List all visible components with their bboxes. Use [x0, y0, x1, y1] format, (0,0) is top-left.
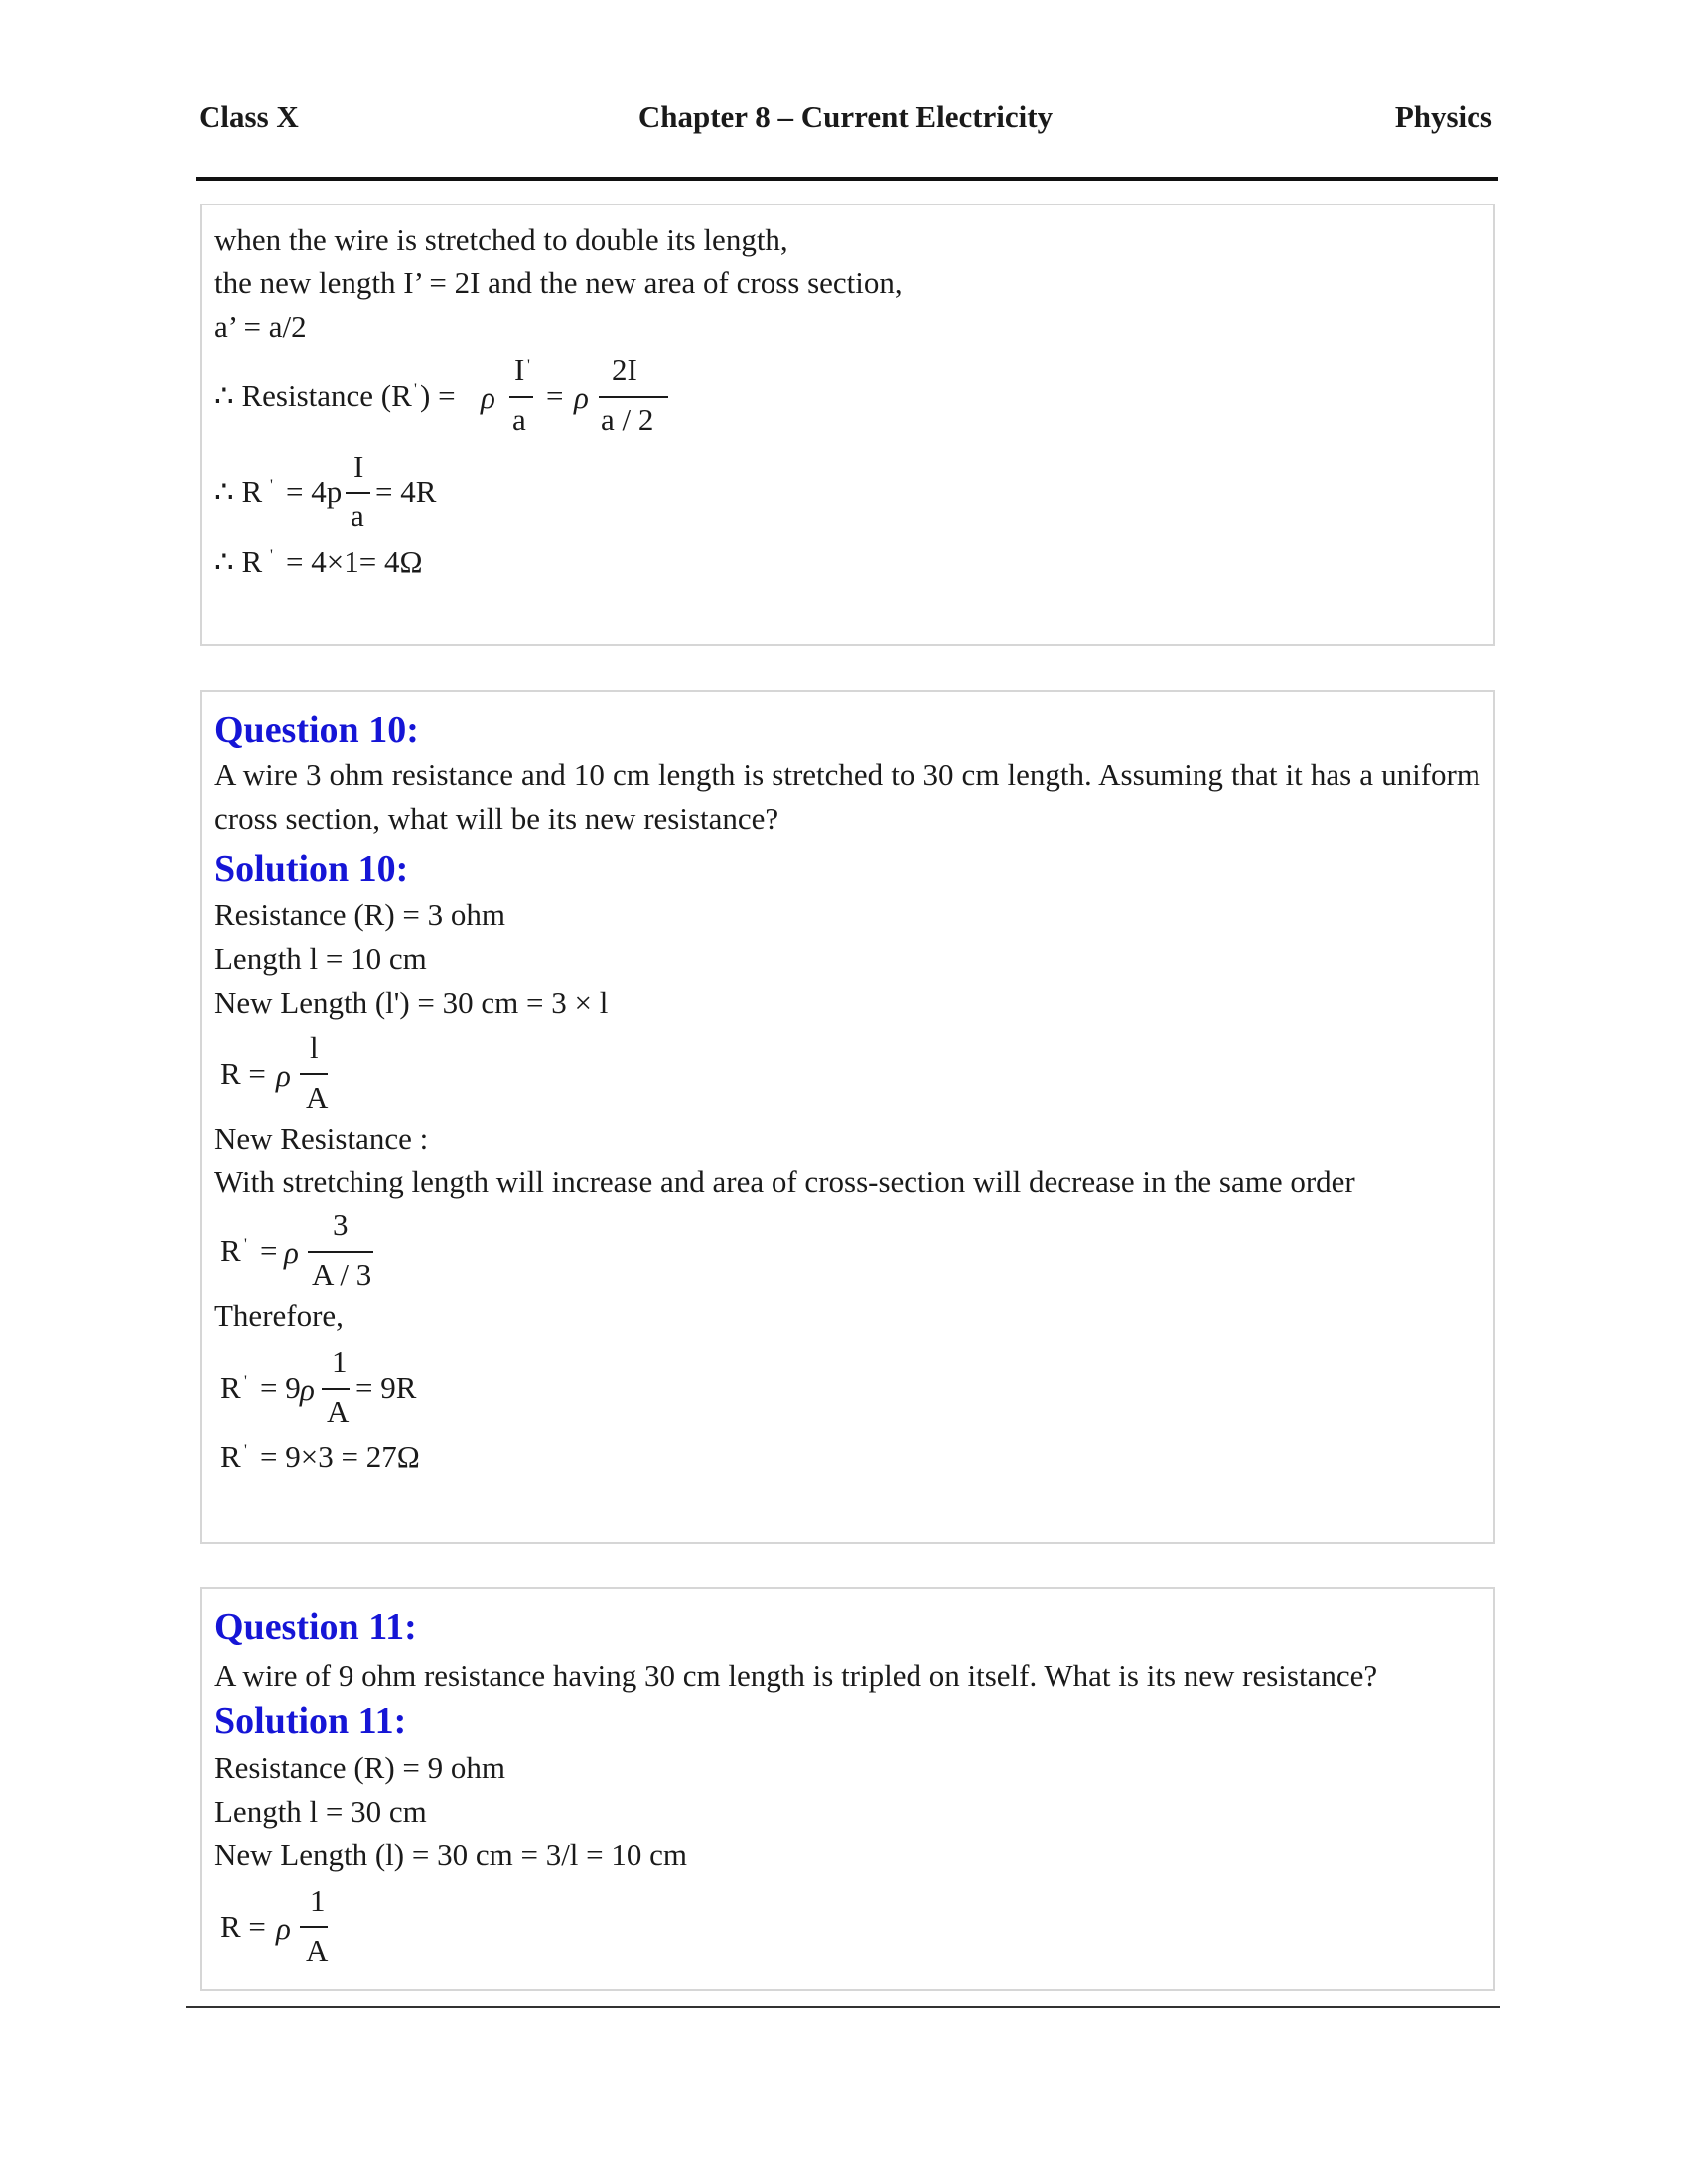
- footer-divider: [186, 2006, 1500, 2008]
- stretching-explanation: With stretching length will increase and area of cross-section will decrease in the same order: [214, 1164, 1355, 1199]
- text-line: Resistance (R) = 3 ohm: [214, 897, 505, 932]
- text-line: a’ = a/2: [214, 309, 307, 343]
- eq-denominator: a / 2: [601, 402, 654, 437]
- eq-numerator: l: [310, 1030, 319, 1065]
- rho-symbol: ρ: [574, 380, 589, 415]
- rho-symbol: ρ: [276, 1058, 291, 1093]
- eq-text: ) =: [420, 378, 456, 413]
- new-resistance-label: New Resistance :: [214, 1121, 429, 1156]
- rho-symbol: ρ: [284, 1235, 299, 1270]
- eq-numerator: 3: [333, 1207, 349, 1242]
- eq-numerator: I: [514, 352, 525, 387]
- rho-symbol: ρ: [276, 1911, 291, 1946]
- eq-prime: ': [244, 1373, 247, 1390]
- chapter-title: Chapter 8 – Current Electricity: [637, 99, 1054, 134]
- eq-denominator: a: [512, 402, 526, 437]
- solution-10-title: Solution 10:: [214, 848, 409, 889]
- eq-denominator: a: [351, 498, 364, 533]
- eq-text: = 4R: [375, 475, 437, 509]
- eq-text: R =: [220, 1056, 266, 1091]
- eq-text: R =: [220, 1909, 266, 1944]
- text-line: when the wire is stretched to double its length,: [214, 222, 788, 257]
- rho-symbol: ρ: [300, 1372, 315, 1407]
- question-10-title: Question 10:: [214, 709, 419, 751]
- header-divider: [196, 177, 1498, 181]
- eq-numerator: 1: [332, 1344, 348, 1379]
- eq-prime: ': [527, 357, 530, 374]
- text-line: the new length I’ = 2I and the new area of cross section,: [214, 265, 903, 300]
- question-10-text: A wire 3 ohm resistance and 10 cm length is stretched to 30 cm length. Assuming that it has a uniform cross section, what will be its new resistance?: [214, 757, 1480, 836]
- question-11-title: Question 11:: [214, 1606, 417, 1648]
- fraction-bar: [322, 1388, 350, 1390]
- eq-prime: ': [244, 1442, 247, 1459]
- fraction-bar: [509, 396, 533, 398]
- eq-prime: ': [270, 547, 273, 564]
- solution-11-title: Solution 11:: [214, 1701, 407, 1742]
- eq-text: ∴ R: [214, 544, 263, 579]
- text-line: Length l = 10 cm: [214, 941, 427, 976]
- text-line: New Length (l) = 30 cm = 3/l = 10 cm: [214, 1838, 688, 1872]
- rho-symbol: ρ: [481, 380, 495, 415]
- text-line: Resistance (R) = 9 ohm: [214, 1750, 505, 1785]
- eq-denominator: A / 3: [312, 1257, 372, 1292]
- eq-text: =: [260, 1233, 278, 1268]
- eq-prime: ': [244, 1236, 247, 1253]
- eq-text: = 9×3 = 27Ω: [260, 1439, 420, 1474]
- class-label: Class X: [199, 99, 299, 134]
- eq-denominator: A: [327, 1394, 350, 1429]
- text-line: New Length (l') = 30 cm = 3 × l: [214, 985, 609, 1020]
- eq-denominator: A: [306, 1080, 329, 1115]
- eq-prime: ': [414, 381, 417, 398]
- eq-text: =: [546, 378, 564, 413]
- eq-prime: ': [270, 478, 273, 494]
- eq-text: R: [220, 1233, 241, 1268]
- fraction-bar: [308, 1251, 373, 1253]
- fraction-bar: [346, 492, 370, 494]
- eq-text: R: [220, 1439, 241, 1474]
- eq-numerator: 2I: [612, 352, 637, 387]
- eq-text: ∴ R: [214, 475, 263, 509]
- eq-numerator: I: [353, 449, 364, 483]
- eq-text: = 4×1= 4Ω: [286, 544, 423, 579]
- page-header: [199, 99, 1492, 139]
- text-line: Length l = 30 cm: [214, 1794, 427, 1829]
- fraction-bar: [300, 1926, 328, 1928]
- eq-numerator: 1: [310, 1883, 326, 1918]
- eq-text: = 9R: [355, 1370, 417, 1405]
- eq-text: = 4p: [286, 475, 343, 509]
- therefore-label: Therefore,: [214, 1298, 344, 1333]
- fraction-bar: [300, 1073, 328, 1075]
- eq-text: = 9: [260, 1370, 301, 1405]
- subject-label: Physics: [1394, 99, 1492, 134]
- eq-text: R: [220, 1370, 241, 1405]
- eq-text: ∴ Resistance (R: [214, 378, 412, 413]
- eq-denominator: A: [306, 1933, 329, 1968]
- fraction-bar: [599, 396, 668, 398]
- question-11-text: A wire of 9 ohm resistance having 30 cm length is tripled on itself. What is its new resistance?: [214, 1658, 1378, 1693]
